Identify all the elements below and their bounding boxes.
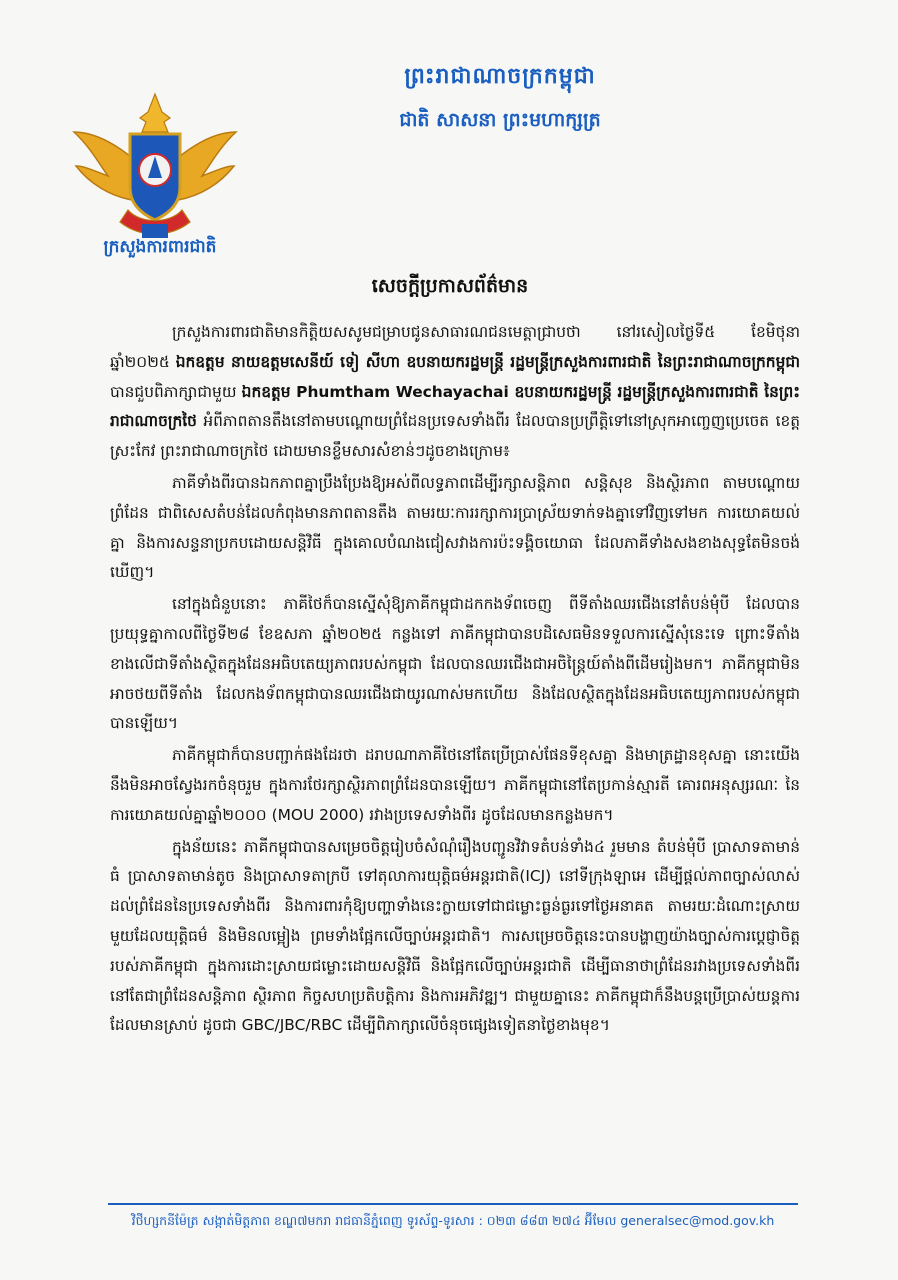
kingdom-name: ព្រះរាជាណាចក្រកម្ពុជា	[404, 64, 596, 89]
paragraph-4: ភាគីកម្ពុជាក៏បានបញ្ជាក់ផងដែរថា ដរាបណាភាគីថៃនៅតែប្រើប្រាស់ផែនទីខុសគ្នា និងមាត្រដ្ឋានខុសគ្នា នោះយើងនឹងមិនអាចស្វែងរកចំនុចរួម ក្នុងការថែរក្សាស្ថិរភាពព្រំដែនបានឡើយ។ ភាគីកម្ពុជានៅតែប្រកាន់ស្មារតី គោរពអនុស្សរណៈ នៃការយោគយល់គ្នាឆ្នាំ២០០០ (MOU 2000) រវាងប្រទេសទាំងពីរ ដូចដែលមានកន្លងមក។	[110, 746, 800, 824]
paragraph-5: ក្នុងន័យនេះ ភាគីកម្ពុជាបានសម្រេចចិត្តរៀបចំសំណុំរឿងបញ្ជូនវិវាទតំបន់ទាំង៤ រួមមាន តំបន់មុំបី ប្រាសាទតាមាន់ធំ ប្រាសាទតាមាន់តូច និងប្រាសាទតាក្របី ទៅតុលាការយុត្តិធម៌អន្តរជាតិ(ICJ) នៅទីក្រុងឡាអេ ដើម្បីផ្តល់ភាពច្បាស់លាស់ដល់ព្រំដែននៃប្រទេសទាំងពីរ និងការពារកុំឱ្យបញ្ហាទាំងនេះក្លាយទៅជាជម្លោះធ្ងន់ធ្ងរទៅថ្ងៃអនាគត តាមរយៈដំណោះស្រាយមួយដែលយុត្តិធម៌ និងមិនលម្អៀង ព្រមទាំងផ្អែកលើច្បាប់អន្តរជាតិ។ ការសម្រេចចិត្តនេះបានបង្ហាញយ៉ាងច្បាស់ការប្តេជ្ញាចិត្តរបស់ភាគីកម្ពុជា ក្នុងការដោះស្រាយជម្លោះដោយសន្តិវិធី និងផ្អែកលើច្បាប់អន្តរជាតិ ដើម្បីធានាថាព្រំដែនរវាងប្រទេសទាំងពីរនៅតែជាព្រំដែនសន្តិភាព ស្ថិរភាព កិច្ចសហប្រតិបត្តិការ និងការអភិវឌ្ឍ។ ជាមួយគ្នានេះ ភាគីកម្ពុជាក៏នឹងបន្តប្រើប្រាស់យន្តការដែលមានស្រាប់ ដូចជា GBC/JBC/RBC ដើម្បីពិភាក្សាលើចំនុចផ្សេងទៀតនាថ្ងៃខាងមុខ។	[110, 837, 800, 1035]
footer-divider	[108, 1203, 798, 1205]
paragraph-2: ភាគីទាំងពីរបានឯកភាពគ្នាប្រឹងប្រែងឱ្យអស់ពីលទ្ធភាពដើម្បីរក្សាសន្តិភាព សន្តិសុខ និងស្ថិរភាព តាមបណ្តោយព្រំដែន ជាពិសេសតំបន់ដែលកំពុងមានភាពតានតឹង តាមរយៈការរក្សាការប្រាស្រ័យទាក់ទងគ្នាទៅវិញទៅមក ការយោគយល់គ្នា និងការសន្ទនាប្រកបដោយសន្តិវិធី ក្នុងគោលបំណងជៀសវាងការប៉ះទង្គិចយោធា ដែលភាគីទាំងសងខាងសុទ្ធតែមិនចង់ឃើញ។	[110, 473, 800, 582]
paragraph-3: នៅក្នុងជំនួបនោះ ភាគីថៃក៏បានស្នើសុំឱ្យភាគីកម្ពុជាដកកងទ័ពចេញ ពីទីតាំងឈរជើងនៅតំបន់មុំបី ដែលបានប្រយុទ្ធគ្នាកាលពីថ្ងៃទី២៨ ខែឧសភា ឆ្នាំ២០២៥ កន្លងទៅ ភាគីកម្ពុជាបានបដិសេធមិនទទួលការស្នើសុំនេះទេ ព្រោះទីតាំងខាងលើជាទីតាំងស្ថិតក្នុងដែនអធិបតេយ្យភាពរបស់កម្ពុជា ដែលបានឈរជើងជាអចិន្ត្រៃយ៍តាំងពីដើមរៀងមក។ ភាគីកម្ពុជាមិនអាចថយពីទីតាំង ដែលកងទ័ពកម្ពុជាបានឈរជើងជាយូរណាស់មកហើយ និងដែលស្ថិតក្នុងដែនអធិបតេយ្យភាពរបស់កម្ពុជាបានឡើយ។	[110, 595, 800, 733]
document-title: សេចក្តីប្រកាសព័ត៌មាន	[371, 275, 529, 297]
dignitary-cambodia: ឯកឧត្តម នាយឧត្តមសេនីយ៍ ទៀ សីហា ឧបនាយករដ្ឋមន្ត្រី រដ្ឋមន្ត្រីក្រសួងការពារជាតិ នៃព្រះរាជាណាចក្រកម្ពុជា	[175, 352, 801, 371]
dignitary-thailand: ឯកឧត្តម Phumtham Wechayachai ឧបនាយករដ្ឋមន្ត្រី រដ្ឋមន្ត្រីក្រសួងការពារជាតិ នៃព្រះរាជាណាចក្រថៃ	[110, 382, 800, 431]
paragraph-1-intro: ក្រសួងការពារជាតិមានកិត្តិយសសូមជម្រាបជូនសាធារណជនមេត្តាជ្រាបថា នៅរសៀលថ្ងៃទី៥ ខែមិថុនា ឆ្នាំ២០២៥	[110, 323, 800, 371]
paragraph-1-rest: អំពីភាពតានតឹងនៅតាមបណ្តោយព្រំដែនប្រទេសទាំងពីរ ដែលបានប្រព្រឹត្តិទៅនៅស្រុកអាញ្ចេញប្រេចេត ខេត្តស្រះកែវ ព្រះរាជាណាចក្រថៃ ដោយមានខ្លឹមសារសំខាន់ៗដូចខាងក្រោម៖	[110, 412, 800, 461]
ministry-emblem-icon	[70, 92, 240, 242]
national-motto: ជាតិ សាសនា ព្រះមហាក្សត្រ	[399, 109, 601, 131]
footer-contact: វិថីហ្សកនីម៉ែត្រ សង្កាត់មិត្តភាព ខណ្ឌ៧មករា រាជធានីភ្នំពេញ ទូរស័ព្ទ-ទូរសារ : ០២៣ ៨៨៣ ២៧៤ អ៊ីមែល generalsec@mod.gov.kh	[131, 1213, 775, 1228]
ministry-name: ក្រសួងការពារជាតិ	[103, 237, 217, 257]
paragraph-1-met: បានជួបពិភាក្សាជាមួយ	[110, 382, 242, 401]
document-body	[110, 318, 800, 1043]
paragraph-1	[110, 318, 800, 467]
